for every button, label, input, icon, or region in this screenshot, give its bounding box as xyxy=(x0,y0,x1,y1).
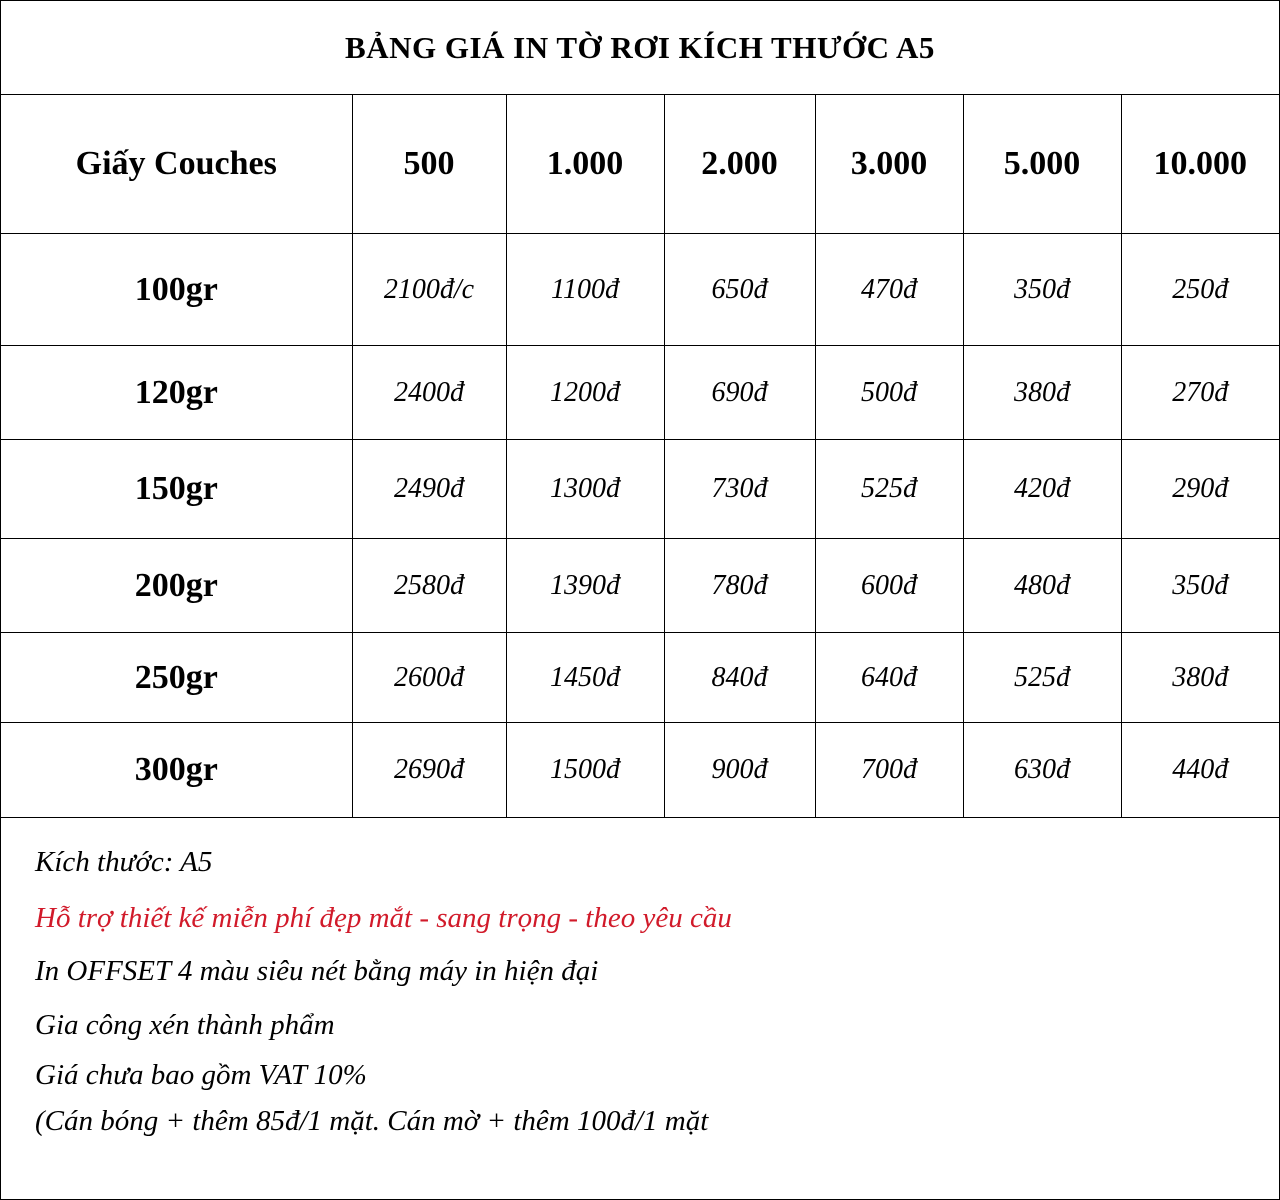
qty-header: 500 xyxy=(352,95,506,234)
table-row xyxy=(1,633,1279,723)
price-cell: 630đ xyxy=(963,723,1121,818)
price-cell: 690đ xyxy=(664,346,815,440)
note-vat: Giá chưa bao gồm VAT 10% xyxy=(35,1059,367,1091)
page-title: BẢNG GIÁ IN TỜ RƠI KÍCH THƯỚC A5 xyxy=(1,1,1279,95)
table-row xyxy=(1,346,1279,440)
price-cell: 500đ xyxy=(815,346,963,440)
price-cell: 900đ xyxy=(664,723,815,818)
paper-weight: 300gr xyxy=(1,723,352,818)
price-cell: 525đ xyxy=(963,633,1121,723)
paper-weight: 200gr xyxy=(1,539,352,633)
price-cell: 600đ xyxy=(815,539,963,633)
price-cell: 2580đ xyxy=(352,539,506,633)
price-cell: 440đ xyxy=(1121,723,1279,818)
price-cell: 1100đ xyxy=(506,234,664,346)
price-cell: 840đ xyxy=(664,633,815,723)
price-cell: 2100đ/c xyxy=(352,234,506,346)
price-cell: 350đ xyxy=(963,234,1121,346)
price-cell: 480đ xyxy=(963,539,1121,633)
paper-weight: 120gr xyxy=(1,346,352,440)
price-cell: 250đ xyxy=(1121,234,1279,346)
note-finishing: Gia công xén thành phẩm xyxy=(35,1009,335,1041)
qty-header: 10.000 xyxy=(1121,95,1279,234)
price-cell: 650đ xyxy=(664,234,815,346)
price-cell: 640đ xyxy=(815,633,963,723)
qty-header: 5.000 xyxy=(963,95,1121,234)
note-lamination: (Cán bóng + thêm 85đ/1 mặt. Cán mờ + thêm 100đ/1 mặt xyxy=(35,1105,709,1137)
paper-weight: 150gr xyxy=(1,440,352,539)
price-cell: 380đ xyxy=(963,346,1121,440)
price-cell: 380đ xyxy=(1121,633,1279,723)
price-cell: 270đ xyxy=(1121,346,1279,440)
qty-header: 3.000 xyxy=(815,95,963,234)
price-cell: 1450đ xyxy=(506,633,664,723)
paper-type-header: Giấy Couches xyxy=(1,95,352,234)
price-cell: 525đ xyxy=(815,440,963,539)
price-cell: 420đ xyxy=(963,440,1121,539)
price-cell: 350đ xyxy=(1121,539,1279,633)
price-cell: 1300đ xyxy=(506,440,664,539)
qty-header: 1.000 xyxy=(506,95,664,234)
price-cell: 780đ xyxy=(664,539,815,633)
table-row xyxy=(1,723,1279,818)
price-table xyxy=(1,95,1279,818)
table-row xyxy=(1,440,1279,539)
paper-weight: 100gr xyxy=(1,234,352,346)
note-size: Kích thước: A5 xyxy=(35,846,213,878)
header-row xyxy=(1,95,1279,234)
price-cell: 2490đ xyxy=(352,440,506,539)
table-row xyxy=(1,539,1279,633)
price-cell: 1500đ xyxy=(506,723,664,818)
price-cell: 1390đ xyxy=(506,539,664,633)
price-cell: 730đ xyxy=(664,440,815,539)
price-cell: 290đ xyxy=(1121,440,1279,539)
price-cell: 470đ xyxy=(815,234,963,346)
price-cell: 2690đ xyxy=(352,723,506,818)
note-free-design: Hỗ trợ thiết kế miễn phí đẹp mắt - sang trọng - theo yêu cầu xyxy=(35,902,732,934)
notes-section xyxy=(1,818,1279,1136)
price-cell: 2400đ xyxy=(352,346,506,440)
table-row xyxy=(1,234,1279,346)
paper-weight: 250gr xyxy=(1,633,352,723)
price-cell: 1200đ xyxy=(506,346,664,440)
price-cell: 700đ xyxy=(815,723,963,818)
price-cell: 2600đ xyxy=(352,633,506,723)
qty-header: 2.000 xyxy=(664,95,815,234)
note-offset-print: In OFFSET 4 màu siêu nét bằng máy in hiện đại xyxy=(35,955,599,987)
